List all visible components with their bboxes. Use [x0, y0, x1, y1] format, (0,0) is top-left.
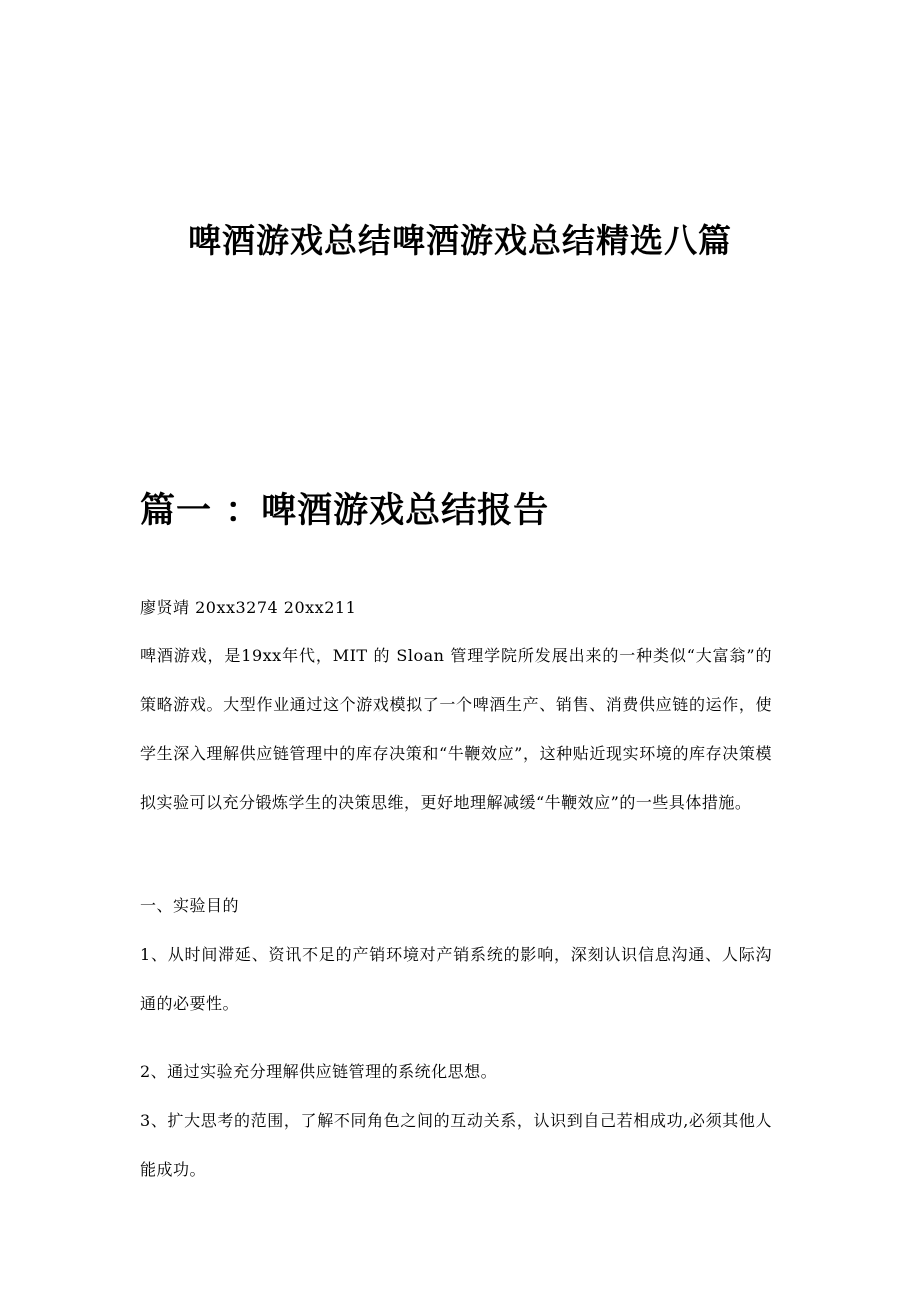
goal-item-2: 2、通过实验充分理解供应链管理的系统化思想。: [140, 1062, 498, 1081]
section-heading: 篇一 ：啤酒游戏总结报告: [140, 490, 550, 531]
intro-paragraph: 啤酒游戏，是19xx年代，MIT 的 Sloan 管理学院所发展出来的一种类似“大富翁”的策略游戏。大型作业通过这个游戏模拟了一个啤酒生产、销售、消费供应链的运作，使学生深入理解供应链管理中的库存决策和“牛鞭效应”，这种贴近现实环境的库存决策模拟实验可以充分锻炼学生的决策思维，更好地理解减缓“牛鞭效应”的一些具体措施。: [140, 646, 772, 812]
goals-heading: 一、实验目的: [140, 896, 240, 915]
goal-item-3: 3、扩大思考的范围，了解不同角色之间的互动关系，认识到自己若相成功,必须其他人能成功。: [140, 1111, 772, 1179]
author-line: 廖贤靖 20xx3274 20xx211: [140, 598, 357, 617]
goal-item-1: 1、从时间滞延、资讯不足的产销环境对产销系统的影响，深刻认识信息沟通、人际沟通的必要性。: [140, 945, 772, 1013]
document-title: 啤酒游戏总结啤酒游戏总结精选八篇: [188, 221, 732, 260]
